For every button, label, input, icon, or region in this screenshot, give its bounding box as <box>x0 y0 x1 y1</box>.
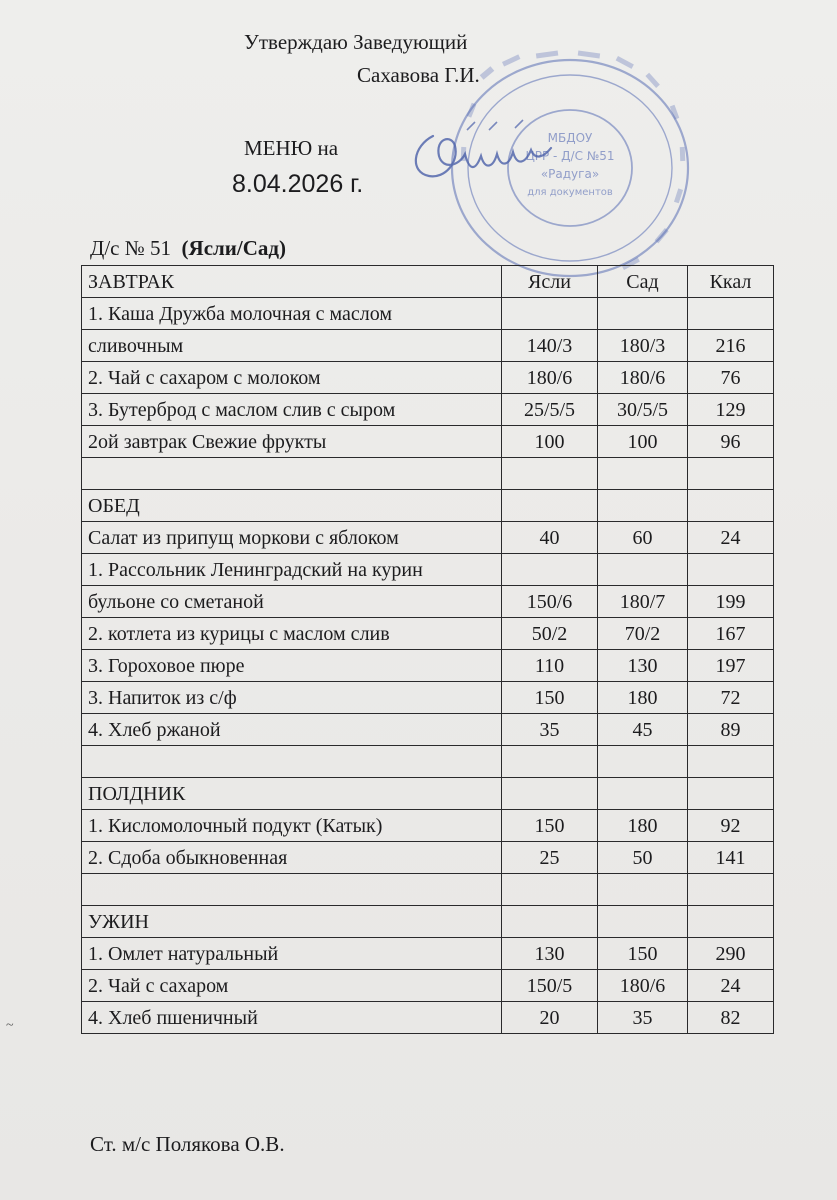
kcal-value: 141 <box>688 842 774 874</box>
dish-name: 1. Каша Дружба молочная с маслом <box>82 298 502 330</box>
kcal-value: 24 <box>688 970 774 1002</box>
meal-section-title: УЖИН <box>82 906 502 938</box>
nursery-portion: 35 <box>502 714 598 746</box>
dish-name: 2ой завтрак Свежие фрукты <box>82 426 502 458</box>
kindergarten-portion: 180/6 <box>598 362 688 394</box>
kcal-value: 167 <box>688 618 774 650</box>
kindergarten-number: Д/с № 51 <box>90 236 172 260</box>
blank-row <box>82 746 774 778</box>
kindergarten-portion: 30/5/5 <box>598 394 688 426</box>
column-header: Ккал <box>688 266 774 298</box>
edge-mark: ~ <box>6 1018 14 1033</box>
kcal-value: 24 <box>688 522 774 554</box>
kcal-value <box>688 554 774 586</box>
nursery-portion: 130 <box>502 938 598 970</box>
nursery-portion <box>502 298 598 330</box>
kcal-value <box>688 490 774 522</box>
kcal-value: 72 <box>688 682 774 714</box>
nursery-portion: 25 <box>502 842 598 874</box>
nursery-portion: 110 <box>502 650 598 682</box>
nursery-portion: 150 <box>502 810 598 842</box>
kcal-value: 199 <box>688 586 774 618</box>
kcal-value <box>688 778 774 810</box>
kindergarten-portion: 180/7 <box>598 586 688 618</box>
kindergarten-portion <box>598 906 688 938</box>
nursery-portion: 40 <box>502 522 598 554</box>
kcal-value: 290 <box>688 938 774 970</box>
kcal-value: 82 <box>688 1002 774 1034</box>
meal-section-title <box>82 746 502 778</box>
dish-name: 4. Хлеб ржаной <box>82 714 502 746</box>
column-header: Ясли <box>502 266 598 298</box>
kindergarten-portion: 60 <box>598 522 688 554</box>
section-row <box>82 906 774 938</box>
nursery-portion: 20 <box>502 1002 598 1034</box>
dish-row <box>82 1002 774 1034</box>
group-label: (Ясли/Сад) <box>181 236 287 260</box>
nursery-portion: 50/2 <box>502 618 598 650</box>
section-row <box>82 778 774 810</box>
kindergarten-portion <box>598 746 688 778</box>
kcal-value: 216 <box>688 330 774 362</box>
kindergarten-portion <box>598 874 688 906</box>
dish-row <box>82 682 774 714</box>
meal-section-title: ПОЛДНИК <box>82 778 502 810</box>
blank-row <box>82 458 774 490</box>
kindergarten-portion: 180 <box>598 810 688 842</box>
dish-name: 2. котлета из курицы с маслом слив <box>82 618 502 650</box>
seal-line-1: МБДОУ <box>547 131 593 145</box>
kindergarten-portion: 180 <box>598 682 688 714</box>
nursery-portion: 25/5/5 <box>502 394 598 426</box>
kindergarten-portion: 180/6 <box>598 970 688 1002</box>
meal-section-title: ЗАВТРАК <box>82 266 502 298</box>
kcal-value: 76 <box>688 362 774 394</box>
dish-row <box>82 970 774 1002</box>
seal-line-4: для документов <box>527 187 613 198</box>
dish-row <box>82 522 774 554</box>
kindergarten-portion: 180/3 <box>598 330 688 362</box>
dish-row <box>82 362 774 394</box>
kindergarten-portion: 130 <box>598 650 688 682</box>
kindergarten-portion: 70/2 <box>598 618 688 650</box>
dish-row <box>82 618 774 650</box>
nursery-portion: 150 <box>502 682 598 714</box>
meal-section-title: ОБЕД <box>82 490 502 522</box>
nursery-portion <box>502 874 598 906</box>
seal-line-2: ЦРР - Д/С №51 <box>525 149 615 163</box>
nursery-portion <box>502 490 598 522</box>
seal-line-3: «Радуга» <box>540 167 600 181</box>
kcal-value <box>688 458 774 490</box>
kindergarten-portion: 45 <box>598 714 688 746</box>
nursery-portion <box>502 554 598 586</box>
menu-table <box>81 265 774 1034</box>
approval-line: Утверждаю Заведующий <box>244 30 468 54</box>
dish-row <box>82 330 774 362</box>
section-row <box>82 490 774 522</box>
dish-row <box>82 586 774 618</box>
signature-scribble <box>405 108 555 193</box>
kindergarten-portion <box>598 490 688 522</box>
column-header: Сад <box>598 266 688 298</box>
dish-row <box>82 714 774 746</box>
dish-row <box>82 938 774 970</box>
dish-name: 4. Хлеб пшеничный <box>82 1002 502 1034</box>
kindergarten-portion: 150 <box>598 938 688 970</box>
dish-row <box>82 842 774 874</box>
dish-row <box>82 650 774 682</box>
dish-name: 1. Омлет натуральный <box>82 938 502 970</box>
kindergarten-portion <box>598 778 688 810</box>
meal-section-title <box>82 874 502 906</box>
kcal-value <box>688 906 774 938</box>
kcal-value: 96 <box>688 426 774 458</box>
nursery-portion: 150/6 <box>502 586 598 618</box>
kindergarten-portion <box>598 554 688 586</box>
section-row <box>82 266 774 298</box>
dish-row <box>82 394 774 426</box>
dish-name: 3. Гороховое пюре <box>82 650 502 682</box>
kindergarten-portion: 50 <box>598 842 688 874</box>
kindergarten-portion <box>598 298 688 330</box>
nursery-portion <box>502 458 598 490</box>
dish-row <box>82 554 774 586</box>
kcal-value <box>688 874 774 906</box>
nursery-portion: 150/5 <box>502 970 598 1002</box>
kcal-value <box>688 298 774 330</box>
nursery-portion <box>502 746 598 778</box>
dish-name: 3. Напиток из с/ф <box>82 682 502 714</box>
approver-name: Сахавова Г.И. <box>357 63 480 87</box>
kindergarten-label <box>90 236 286 261</box>
kcal-value: 197 <box>688 650 774 682</box>
nursery-portion: 180/6 <box>502 362 598 394</box>
dish-name: 2. Чай с сахаром с молоком <box>82 362 502 394</box>
dish-name: 1. Рассольник Ленинградский на курин <box>82 554 502 586</box>
dish-name: Салат из припущ моркови с яблоком <box>82 522 502 554</box>
meal-section-title <box>82 458 502 490</box>
kindergarten-portion: 35 <box>598 1002 688 1034</box>
dish-name: 2. Чай с сахаром <box>82 970 502 1002</box>
dish-name: 2. Сдоба обыкновенная <box>82 842 502 874</box>
dish-row <box>82 810 774 842</box>
blank-row <box>82 874 774 906</box>
kcal-value <box>688 746 774 778</box>
dish-row <box>82 298 774 330</box>
menu-title: МЕНЮ на <box>244 136 339 160</box>
dish-name: сливочным <box>82 330 502 362</box>
dish-row <box>82 426 774 458</box>
dish-name: 1. Кисломолочный подукт (Катык) <box>82 810 502 842</box>
nursery-portion <box>502 906 598 938</box>
kcal-value: 92 <box>688 810 774 842</box>
dish-name: бульоне со сметаной <box>82 586 502 618</box>
nursery-portion: 100 <box>502 426 598 458</box>
kindergarten-portion <box>598 458 688 490</box>
dish-name: 3. Бутерброд с маслом слив с сыром <box>82 394 502 426</box>
nursery-portion: 140/3 <box>502 330 598 362</box>
nurse-signature-line: Ст. м/с Полякова О.В. <box>90 1132 285 1156</box>
kcal-value: 129 <box>688 394 774 426</box>
menu-date: 8.04.2026 г. <box>232 170 364 198</box>
kindergarten-portion: 100 <box>598 426 688 458</box>
nursery-portion <box>502 778 598 810</box>
kcal-value: 89 <box>688 714 774 746</box>
